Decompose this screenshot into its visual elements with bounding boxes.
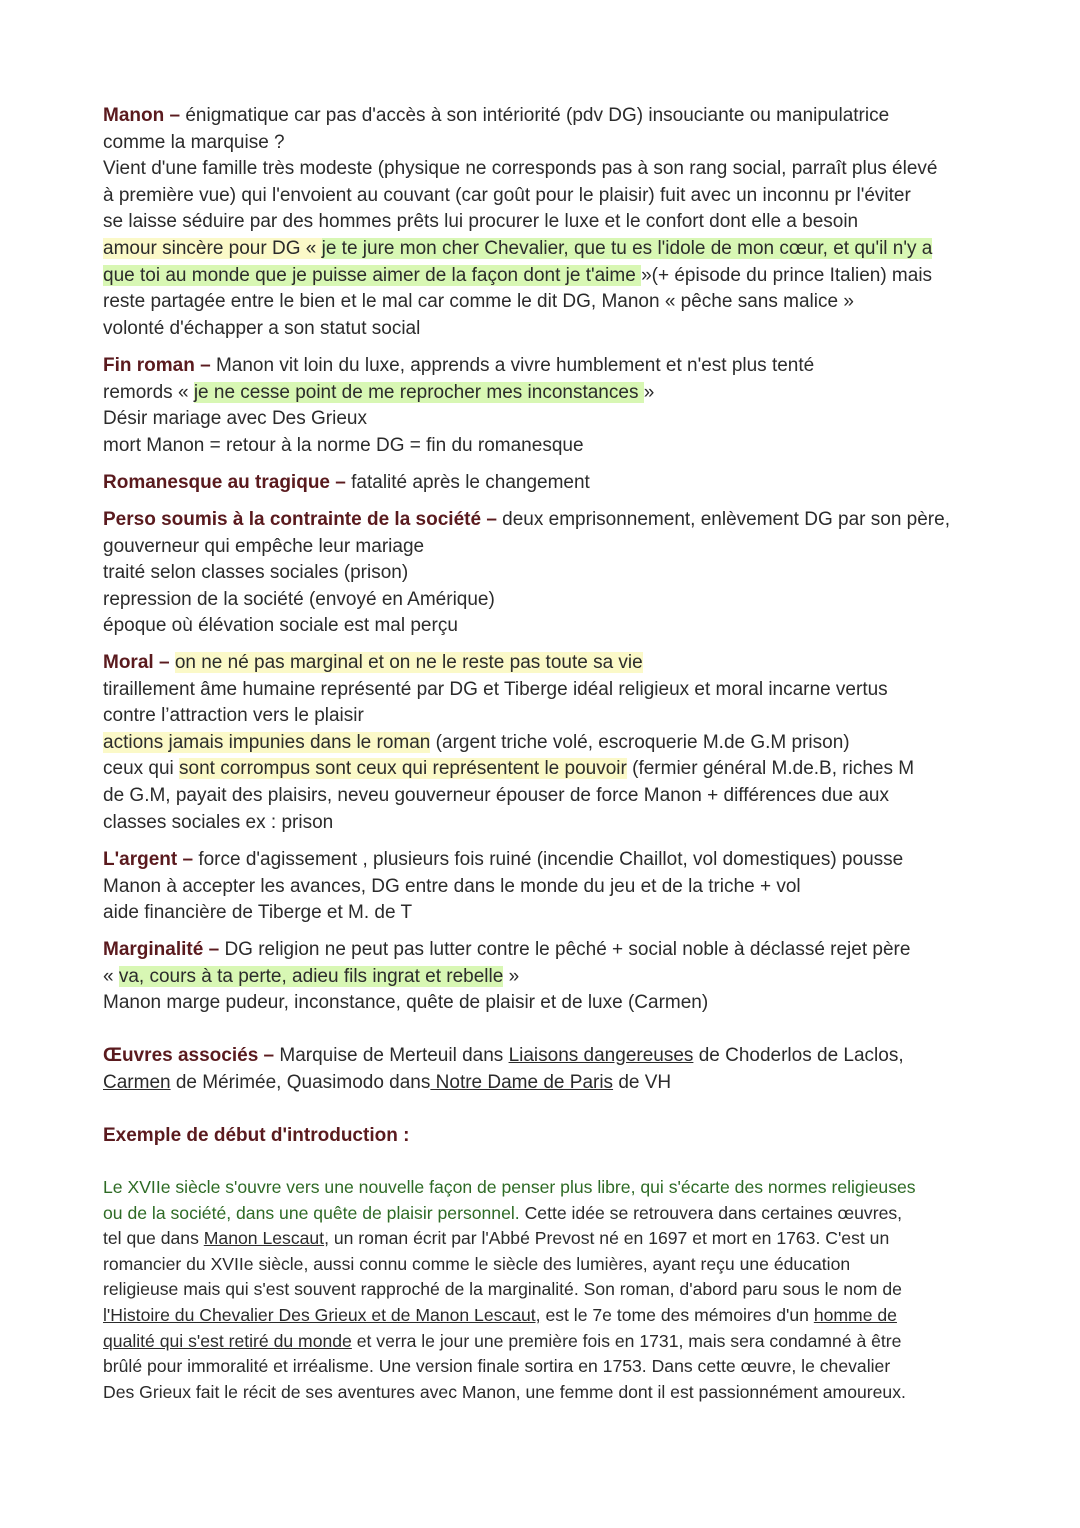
section-perso: Perso soumis à la contrainte de la société – deux emprisonnement, enlèvement DG par son père, gouverneur qui empêche leur mariage traité selon classes sociales (prison) repression de la société (envoyé en Amérique) époque où élévation sociale est mal perçu <box>103 509 950 637</box>
quote-highlight: va, cours à ta perte, adieu fils ingrat et rebelle <box>118 965 504 987</box>
introduction-paragraph: Le XVIIe siècle s'ouvre vers une nouvelle façon de penser plus libre, qui s'écarte des normes religieuses ou de la société, dans une quête de plaisir personnel. Cette idée se retrouvera dans certaines œuvres, tel que dans Manon Lescaut, un roman écrit par l'Abbé Prevost né en 1697 et mort en 1763. C'est un romancier du XVIIe siècle, aussi connu comme le siècle des lumières, ayant reçu une éducation religieuse mais qui s'est souvent rapproché de la marginalité. Son roman, d'abord paru sous le nom de l'Histoire du Chevalier Des Grieux et de Manon Lescaut, est le 7e tome des mémoires d'un homme de qualité qui s'est retiré du monde et verra le jour une première fois en 1731, mais sera condamné à être brûlé pour immoralité et irréalisme. Une version finale sortira en 1753. Dans cette œuvre, le chevalier Des Grieux fait le récit de ses aventures avec Manon, une femme dont il est passionnément amoureux. <box>103 1177 916 1402</box>
section-marginalite: Marginalité – DG religion ne peut pas lutter contre le pêché + social noble à déclassé rejet père « va, cours à ta perte, adieu fils ingrat et rebelle » Manon marge pudeur, inconstance, quête de plaisir et de luxe (Carmen) <box>103 939 911 1014</box>
section-title-perso: Perso soumis à la contrainte de la société <box>103 509 482 530</box>
section-title-manon: Manon <box>103 105 165 126</box>
section-exemple <box>103 1123 993 1150</box>
quote-highlight: que toi au monde que je puisse aimer de la façon dont je t'aime <box>103 264 642 286</box>
section-manon: Manon – énigmatique car pas d'accès à son intériorité (pdv DG) insouciante ou manipulatrice comme la marquise ? Vient d'une famille très modeste (physique ne corresponds pas à son rang social, parraît plus élevé à première vue) qui l'envoient au couvant (car goût pour le plaisir) fuit avec un inconnu pr l'éviter se laisse séduire par des hommes prêts lui procurer le luxe et le confort dont elle a besoin amour sincère pour DG « je te jure mon cher Chevalier, que tu es l'idole de mon cœur, et qu'il n'y a que toi au monde que je puisse aimer de la façon dont je t'aime »(+ épisode du prince Italien) mais reste partagée entre le bien et le mal car comme le dit DG, Manon « pêche sans malice » volonté d'échapper a son statut social <box>103 105 938 339</box>
section-oeuvres: Œuvres associés – Marquise de Merteuil dans Liaisons dangereuses de Choderlos de Laclos, Carmen de Mérimée, Quasimodo dans Notre Dame de Paris de VH <box>103 1045 904 1093</box>
section-title-romanesque: Romanesque au tragique <box>103 472 330 493</box>
section-title-marginalite: Marginalité <box>103 939 204 960</box>
section-title-moral: Moral <box>103 652 154 673</box>
quote-highlight: je ne cesse point de me reprocher mes inconstances <box>193 381 644 403</box>
section-title-fin: Fin roman <box>103 355 195 376</box>
section-fin-roman: Fin roman – Manon vit loin du luxe, apprends a vivre humblement et n'est plus tenté remords « je ne cesse point de me reprocher mes inconstances » Désir mariage avec Des Grieux mort Manon = retour à la norme DG = fin du romanesque <box>103 355 815 456</box>
quote-highlight: je te jure mon cher Chevalier, que tu es l'idole de mon cœur, et qu'il n'y a <box>321 237 933 259</box>
section-moral: Moral – on ne né pas marginal et on ne le reste pas toute sa vie tiraillement âme humaine représenté par DG et Tiberge idéal religieux et moral incarne vertus contre l’attraction vers le plaisir actions jamais impunies dans le roman (argent triche volé, escroquerie M.de G.M prison) ceux qui sont corrompus sont ceux qui représentent le pouvoir (fermier général M.de.B, riches M de G.M, payait des plaisirs, neveu gouverneur épouser de force Manon + différences due aux classes sociales ex : prison <box>103 652 915 833</box>
section-title-argent: L'argent <box>103 849 178 870</box>
section-title-oeuvres: Œuvres associés <box>103 1045 259 1066</box>
section-argent: L'argent – force d'agissement , plusieurs fois ruiné (incendie Chaillot, vol domestiques) pousse Manon à accepter les avances, DG entre dans le monde du jeu et de la triche + vol aide financière de Tiberge et M. de T <box>103 849 904 924</box>
section-romanesque: Romanesque au tragique – fatalité après le changement <box>103 472 590 493</box>
section-title-exemple: Exemple de début d'introduction : <box>103 1125 410 1146</box>
